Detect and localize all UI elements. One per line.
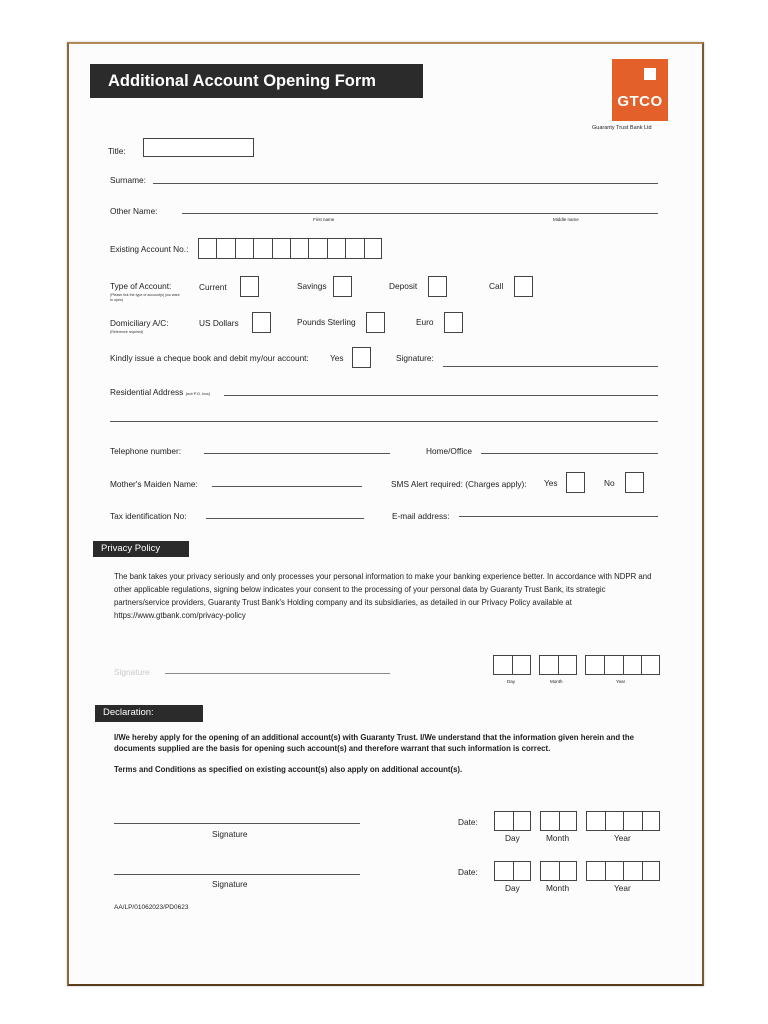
date-day-field-1[interactable] [494,811,531,831]
form-title: Additional Account Opening Form [90,64,423,98]
cheque-signature-label: Signature: [396,353,434,363]
date-label-2: Date: [458,867,478,877]
day-caption-2: Day [505,883,520,893]
domiciliary-gbp-label: Pounds Sterling [297,317,356,327]
declaration-signature-field-1[interactable] [114,823,360,824]
email-field[interactable] [459,516,658,517]
year-caption-2: Year [614,883,631,893]
cheque-book-label: Kindly issue a cheque book and debit my/our account: [110,353,309,363]
logo-text: GTCO [617,93,663,110]
privacy-year-field[interactable] [585,655,660,675]
gtco-logo [612,59,668,121]
form-reference-code: AA/LP/01062023/PD0623 [114,904,189,911]
existing-account-label: Existing Account No.: [110,244,189,254]
tin-label: Tax identification No: [110,511,187,521]
date-day-field-2[interactable] [494,861,531,881]
month-caption-1: Month [546,833,570,843]
date-label-1: Date: [458,817,478,827]
account-type-savings-checkbox[interactable] [333,276,352,297]
residential-address-text: Residential Address [110,387,184,397]
telephone-field[interactable] [204,453,390,454]
domiciliary-label: Domiciliary A/C: [110,318,169,328]
date-month-field-1[interactable] [540,811,577,831]
privacy-month-field[interactable] [539,655,577,675]
domiciliary-eur-label: Euro [416,317,434,327]
declaration-signature-label-1: Signature [212,829,248,839]
declaration-text: I/We hereby apply for the opening of an additional account(s) with Guaranty Trust. I/We understand that the information given herein and the documents supplied are the basis for opening such account(s) and therefore warrant that such information is correct. [114,733,634,753]
home-office-label: Home/Office [426,446,472,456]
cheque-yes-checkbox[interactable] [352,347,371,368]
logo-square-icon [644,68,656,80]
declaration-signature-label-2: Signature [212,879,248,889]
surname-label: Surname: [110,175,146,185]
privacy-day-field[interactable] [493,655,531,675]
privacy-signature-field[interactable] [165,673,390,674]
other-name-field[interactable] [182,213,658,214]
title-label: Title: [108,146,126,156]
privacy-year-caption: Year [616,679,626,684]
residential-address-field-1[interactable] [224,395,658,396]
declaration-signature-field-2[interactable] [114,874,360,875]
existing-account-field[interactable] [198,238,382,259]
sms-yes-checkbox[interactable] [566,472,585,493]
account-type-deposit-label: Deposit [389,281,418,291]
residential-address-label [110,387,210,397]
privacy-text: The bank takes your privacy seriously and only processes your personal information to make your banking experience better. In accordance with NDPR and other applicable regulations, signing below indicates your consent to the processing of your personal data by Guaranty Trust Bank, its strategic partners/service providers, Guaranty Trust Bank's Holding company and its subsidiaries, as detailed in our Privacy Policy available at https://www.gtbank.com/privacy-policy [114,572,652,620]
account-type-call-checkbox[interactable] [514,276,533,297]
type-of-account-label: Type of Account: [110,281,172,291]
date-year-field-1[interactable] [586,811,660,831]
telephone-label: Telephone number: [110,446,182,456]
account-type-current-label: Current [199,282,227,292]
maiden-name-label: Mother's Maiden Name: [110,479,198,489]
sms-no-label: No [604,478,615,488]
cheque-signature-field[interactable] [443,366,658,367]
tin-field[interactable] [206,518,364,519]
privacy-month-caption: Month [550,679,563,684]
declaration-heading: Declaration: [95,705,203,722]
account-type-savings-label: Savings [297,281,327,291]
account-type-call-label: Call [489,281,504,291]
maiden-name-field[interactable] [212,486,362,487]
title-field[interactable] [143,138,254,157]
sms-no-checkbox[interactable] [625,472,644,493]
email-label: E-mail address: [392,511,450,521]
first-name-caption: First name [313,217,335,222]
date-year-field-2[interactable] [586,861,660,881]
month-caption-2: Month [546,883,570,893]
day-caption-1: Day [505,833,520,843]
sms-yes-label: Yes [544,478,558,488]
domiciliary-eur-checkbox[interactable] [444,312,463,333]
declaration-terms: Terms and Conditions as specified on existing account(s) also apply on additional account(s). [114,765,463,774]
year-caption-1: Year [614,833,631,843]
privacy-heading: Privacy Policy [93,541,189,557]
domiciliary-usd-checkbox[interactable] [252,312,271,333]
middle-name-caption: Middle name [553,217,579,222]
privacy-signature-label: Signature [114,667,150,677]
bank-name: Guaranty Trust Bank Ltd [592,125,652,131]
privacy-day-caption: Day [507,679,516,684]
date-month-field-2[interactable] [540,861,577,881]
domiciliary-hint: (Reference required) [110,330,144,334]
surname-field[interactable] [153,183,658,184]
domiciliary-usd-label: US Dollars [199,318,239,328]
sms-alert-label: SMS Alert required: (Charges apply): [391,479,527,489]
account-type-deposit-checkbox[interactable] [428,276,447,297]
domiciliary-gbp-checkbox[interactable] [366,312,385,333]
home-office-field[interactable] [481,453,658,454]
other-name-label: Other Name: [110,206,158,216]
account-type-current-checkbox[interactable] [240,276,259,297]
cheque-yes-label: Yes [330,353,344,363]
residential-address-field-2[interactable] [110,421,658,422]
type-of-account-hint: (Please tick the type of account(s) you want to open) [110,293,180,302]
residential-address-hint: (not P.O. box) [185,391,211,396]
